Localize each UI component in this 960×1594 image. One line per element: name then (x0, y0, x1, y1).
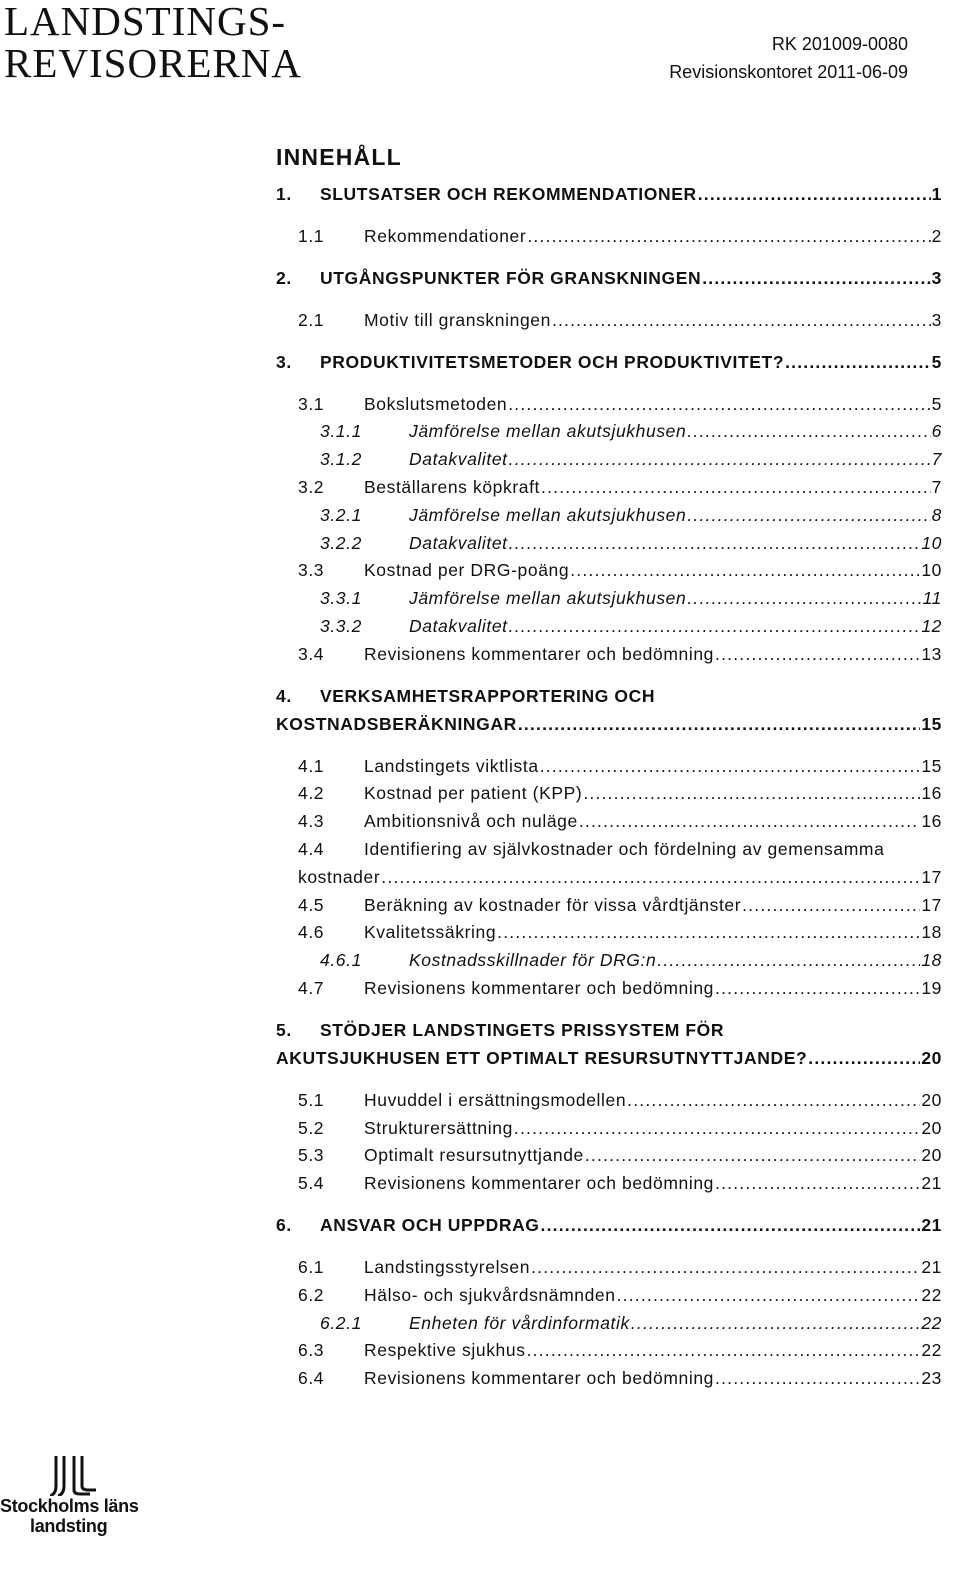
toc-entry-number: 4. (276, 685, 292, 706)
toc-entry[interactable] (276, 1257, 942, 1285)
toc-entry[interactable] (276, 477, 942, 505)
toc-entry[interactable] (276, 533, 942, 561)
toc-entry-title: Landstingsstyrelsen (364, 1256, 531, 1277)
toc-entry-page: 21 (921, 1214, 942, 1235)
toc-entry[interactable] (276, 783, 942, 811)
toc-entry[interactable] (276, 616, 942, 644)
toc-entry-title: Kostnadsskillnader för DRG:n (409, 950, 657, 971)
toc-entry-page: 2 (931, 226, 942, 246)
toc-entry[interactable] (276, 1173, 942, 1201)
toc-entry-title: Kvalitetssäkring (364, 922, 497, 943)
toc-leader-dots (808, 1048, 920, 1069)
toc-entry-number: 5.3 (298, 1145, 325, 1166)
toc-entry-number: 4.2 (298, 783, 325, 804)
toc-entry[interactable] (276, 950, 942, 978)
toc-entry-title: Ambitionsnivå och nuläge (364, 811, 578, 832)
toc-entry-page: 20 (921, 1145, 942, 1166)
toc-entry[interactable] (276, 1340, 942, 1368)
toc-entry-number: 2. (276, 267, 292, 288)
toc-entry-title: Respektive sjukhus (364, 1340, 526, 1361)
toc-entry-number: 5.2 (298, 1117, 325, 1138)
toc-entry-number: 1.1 (298, 226, 325, 246)
toc-entry-number: 3.2 (298, 476, 325, 497)
toc-leader-dots (657, 950, 920, 971)
toc-entry-title-continued: KOSTNADSBERÄKNINGAR (276, 713, 517, 734)
toc-leader-dots (541, 477, 931, 498)
toc-entry-title: Revisionens kommentarer och bedömning (364, 1368, 715, 1389)
document-reference (669, 30, 908, 86)
toc-entry-number: 3.2.2 (320, 532, 362, 553)
toc-leader-dots (552, 310, 931, 331)
toc-entry-number: 3.2.1 (320, 504, 362, 525)
toc-leader-dots (527, 1340, 921, 1361)
toc-entry-number: 3.1.1 (320, 421, 362, 442)
toc-entry[interactable] (276, 1118, 942, 1146)
toc-leader-dots (570, 560, 920, 581)
toc-leader-dots (527, 226, 930, 247)
toc-entry-title: Datakvalitet (409, 615, 508, 636)
toc-entry-number: 4.4 (298, 838, 325, 859)
toc-entry-page: 16 (921, 783, 942, 804)
toc-leader-dots (518, 714, 920, 735)
toc-entry-title: Revisionens kommentarer och bedömning (364, 1173, 715, 1194)
toc-entry-title: Jämförelse mellan akutsjukhusen (409, 588, 687, 609)
toc-leader-dots (617, 1285, 921, 1306)
toc-entry-page: 21 (921, 1173, 942, 1194)
toc-entry-page: 20 (921, 1089, 942, 1110)
toc-entry[interactable] (276, 895, 942, 923)
toc-leader-dots (742, 895, 920, 916)
toc-entry-page: 21 (921, 1256, 942, 1277)
toc-entry-page: 17 (921, 866, 942, 887)
logo-line-2: REVISORERNA (4, 40, 303, 86)
toc-leader-dots (687, 421, 930, 442)
toc-leader-dots (579, 811, 920, 832)
toc-entry[interactable] (276, 1368, 942, 1396)
toc-entry-number: 4.1 (298, 755, 325, 776)
toc-leader-dots (540, 756, 921, 777)
toc-leader-dots (715, 644, 920, 665)
toc-entry-number: 3.3.1 (320, 588, 362, 609)
toc-entry[interactable] (276, 352, 942, 380)
toc-entry-title: Kostnad per DRG-poäng (364, 560, 570, 581)
toc-leader-dots (702, 268, 930, 289)
toc-entry-page: 22 (921, 1312, 942, 1333)
landsting-name-line-2: landsting (30, 1516, 108, 1536)
toc-entry-title: Motiv till granskningen (364, 309, 551, 330)
toc-entry-page: 11 (922, 588, 942, 609)
toc-entry-title: Kostnad per patient (KPP) (364, 783, 583, 804)
toc-entry-number: 6. (276, 1214, 292, 1235)
toc-entry-number: 3.1 (298, 393, 325, 414)
toc-entry-number: 4.6.1 (320, 950, 362, 971)
toc-entry-number: 3.4 (298, 643, 325, 664)
toc-entry[interactable] (276, 978, 942, 1006)
toc-entry-page: 19 (921, 977, 942, 998)
toc-entry-page: 3 (931, 309, 942, 330)
toc-entry[interactable] (276, 686, 942, 742)
toc-entry-title: Beställarens köpkraft (364, 476, 541, 497)
toc-entry-number: 3.3.2 (320, 615, 362, 636)
toc-entry-title: Revisionens kommentarer och bedömning (364, 643, 715, 664)
toc-entry-number: 6.2 (298, 1284, 325, 1305)
toc-entry[interactable] (276, 310, 942, 338)
toc-leader-dots (585, 1145, 920, 1166)
toc-entry[interactable] (276, 394, 942, 422)
landsting-emblem-icon (50, 1456, 96, 1496)
toc-entry[interactable] (276, 449, 942, 477)
toc-entry[interactable] (276, 644, 942, 672)
toc-entry-page: 22 (921, 1284, 942, 1305)
toc-entry-number: 2.1 (298, 309, 325, 330)
toc-entry-title: Bokslutsmetoden (364, 393, 508, 414)
toc-entry-title: Optimalt resursutnyttjande (364, 1145, 584, 1166)
toc-entry[interactable] (276, 1313, 942, 1341)
toc-entry-title: Rekommendationer (364, 226, 527, 246)
toc-entry-page: 1 (931, 184, 942, 204)
toc-entry-page: 23 (921, 1368, 942, 1389)
toc-entry-page: 12 (921, 615, 942, 636)
toc-entry-page: 3 (931, 267, 942, 288)
toc-leader-dots (698, 184, 931, 205)
toc-entry[interactable] (276, 184, 942, 212)
toc-leader-dots (509, 449, 931, 470)
toc-entry-number: 6.2.1 (320, 1312, 362, 1333)
toc-entry-page: 20 (921, 1117, 942, 1138)
toc-leader-dots (509, 533, 921, 554)
toc-entry-title: Hälso- och sjukvårdsnämnden (364, 1284, 616, 1305)
toc-leader-dots (715, 1368, 920, 1389)
toc-entry-title: Jämförelse mellan akutsjukhusen (409, 504, 687, 525)
toc-entry-page: 20 (921, 1047, 942, 1068)
toc-entry-number: 5.1 (298, 1089, 325, 1110)
toc-entry-page: 13 (921, 643, 942, 664)
toc-leader-dots (715, 978, 920, 999)
toc-entry-page: 10 (921, 532, 942, 553)
toc-entry-title: UTGÅNGSPUNKTER FÖR GRANSKNINGEN (320, 267, 702, 288)
toc-entry-title: VERKSAMHETSRAPPORTERING OCH (320, 685, 656, 706)
reference-number: RK 201009-0080 (771, 34, 908, 54)
toc-entry[interactable] (276, 756, 942, 784)
toc-leader-dots (631, 1313, 920, 1334)
toc-entry-title: Datakvalitet (409, 532, 508, 553)
toc-entry-title: Strukturersättning (364, 1117, 513, 1138)
toc-leader-dots (687, 588, 921, 609)
toc-leader-dots (509, 616, 921, 637)
toc-entry-page: 5 (931, 351, 942, 372)
toc-entry[interactable] (276, 1215, 942, 1243)
toc-entry-title-continued: kostnader (298, 866, 381, 887)
toc-entry[interactable] (276, 268, 942, 296)
toc-entry-number: 3. (276, 351, 292, 372)
toc-entry-title-continued: AKUTSJUKHUSEN ETT OPTIMALT RESURSUTNYTTJANDE? (276, 1047, 808, 1068)
toc-entry-page: 7 (931, 476, 942, 497)
toc-heading: INNEHÅLL (276, 144, 402, 170)
toc-entry[interactable] (276, 421, 942, 449)
toc-entry-title: Enheten för vårdinformatik (409, 1312, 630, 1333)
toc-entry-page: 18 (921, 950, 942, 971)
toc-entry-title: Revisionens kommentarer och bedömning (364, 977, 715, 998)
toc-entry-title: PRODUKTIVITETSMETODER OCH PRODUKTIVITET? (320, 351, 785, 372)
toc-entry-number: 4.7 (298, 977, 325, 998)
toc-entry[interactable] (276, 811, 942, 839)
toc-leader-dots (508, 394, 930, 415)
toc-leader-dots (497, 922, 920, 943)
toc-entry-page: 18 (921, 922, 942, 943)
toc-entry-number: 1. (276, 184, 292, 204)
toc-entry-page: 17 (921, 894, 942, 915)
stockholms-lans-landsting-logo (0, 1456, 160, 1564)
toc-leader-dots (715, 1173, 920, 1194)
toc-entry-page: 15 (921, 713, 942, 734)
toc-entry-page: 8 (931, 504, 942, 525)
toc-entry-title: Beräkning av kostnader för vissa vårdtjänster (364, 894, 742, 915)
toc-entry-page: 15 (921, 755, 942, 776)
landstingsrevisorerna-logo (4, 0, 302, 84)
toc-entry-title: ANSVAR OCH UPPDRAG (320, 1214, 540, 1235)
table-of-contents (276, 184, 942, 1396)
logo-line-1: LANDSTINGS- (4, 0, 287, 44)
toc-entry-number: 6.4 (298, 1368, 325, 1389)
toc-leader-dots (514, 1118, 920, 1139)
landsting-name-line-1: Stockholms läns (0, 1496, 139, 1516)
reference-office-date: Revisionskontoret 2011-06-09 (669, 62, 908, 82)
toc-leader-dots (687, 505, 930, 526)
toc-entry-number: 5.4 (298, 1173, 325, 1194)
toc-leader-dots (785, 352, 931, 373)
toc-entry-number: 6.1 (298, 1256, 325, 1277)
toc-entry-number: 6.3 (298, 1340, 325, 1361)
toc-entry-title: Huvuddel i ersättningsmodellen (364, 1089, 627, 1110)
toc-entry-number: 4.6 (298, 922, 325, 943)
toc-entry[interactable] (276, 560, 942, 588)
toc-entry[interactable] (276, 1020, 942, 1076)
toc-entry-page: 5 (931, 393, 942, 414)
toc-entry-number: 4.3 (298, 811, 325, 832)
toc-entry-number: 3.1.2 (320, 449, 362, 470)
toc-entry-title: Landstingets viktlista (364, 755, 539, 776)
toc-entry-number: 3.3 (298, 560, 325, 581)
toc-entry[interactable] (276, 839, 942, 895)
toc-entry[interactable] (276, 1285, 942, 1313)
toc-entry-page: 7 (931, 449, 942, 470)
toc-entry-title: SLUTSATSER OCH REKOMMENDATIONER (320, 184, 697, 204)
toc-entry-number: 5. (276, 1019, 292, 1040)
toc-entry[interactable] (276, 1145, 942, 1173)
toc-entry-title: Identifiering av självkostnader och fördelning av gemensamma (364, 838, 885, 859)
toc-entry[interactable] (276, 588, 942, 616)
toc-entry-title: Datakvalitet (409, 449, 508, 470)
toc-entry[interactable] (276, 1090, 942, 1118)
toc-entry-number: 4.5 (298, 894, 325, 915)
toc-entry[interactable] (276, 226, 942, 254)
toc-entry-page: 16 (921, 811, 942, 832)
toc-entry-page: 22 (921, 1340, 942, 1361)
toc-leader-dots (541, 1215, 921, 1236)
toc-leader-dots (381, 867, 920, 888)
toc-entry-title: STÖDJER LANDSTINGETS PRISSYSTEM FÖR (320, 1019, 725, 1040)
toc-entry-title: Jämförelse mellan akutsjukhusen (409, 421, 687, 442)
toc-leader-dots (531, 1257, 920, 1278)
toc-entry-page: 6 (931, 421, 942, 442)
toc-entry[interactable] (276, 505, 942, 533)
toc-entry[interactable] (276, 922, 942, 950)
toc-leader-dots (583, 783, 920, 804)
toc-leader-dots (627, 1090, 920, 1111)
toc-entry-page: 10 (921, 560, 942, 581)
